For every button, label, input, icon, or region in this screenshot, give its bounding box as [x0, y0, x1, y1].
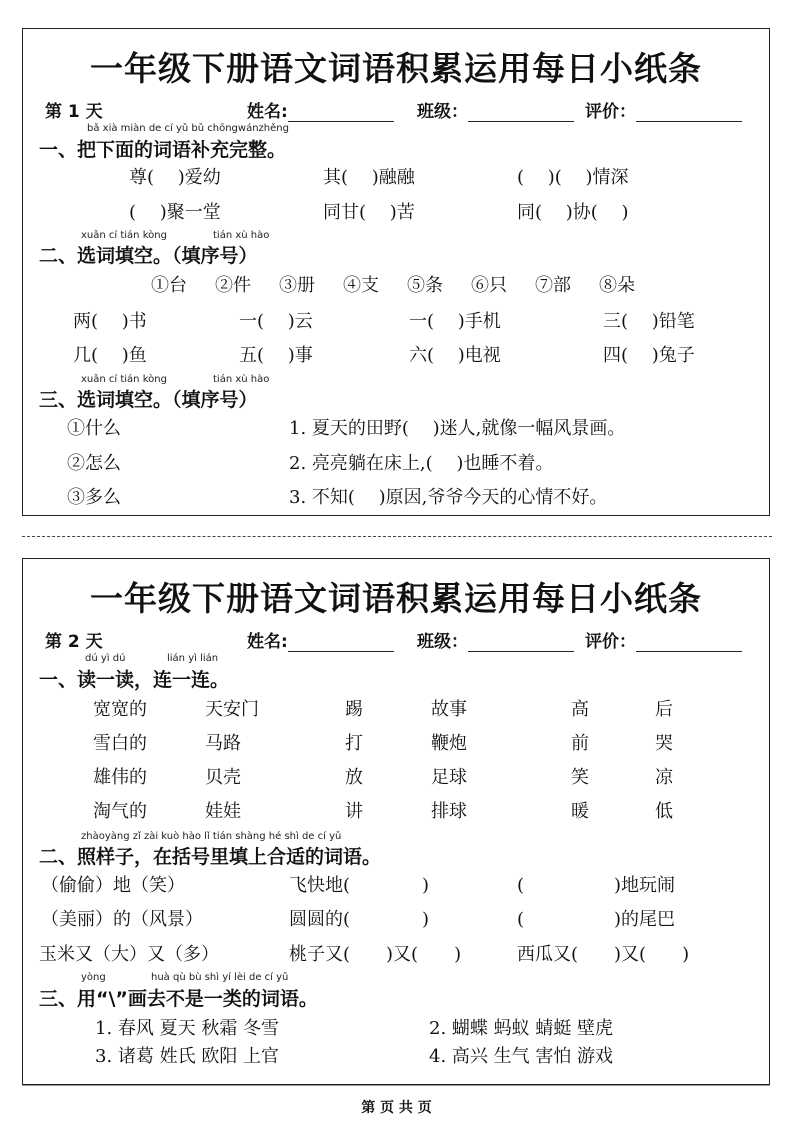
day2-card — [22, 558, 770, 1085]
match-word: 暖 — [571, 801, 589, 822]
sentence: 3. 不知( )原因,爷爷今天的心情不好。 — [289, 487, 608, 508]
class-blank[interactable] — [468, 633, 574, 652]
word-option: ①什么 — [67, 418, 121, 439]
section3-pinyin: yòng — [81, 972, 106, 983]
name-blank[interactable] — [288, 103, 394, 122]
word-group: 2. 蝴蝶 蚂蚁 蜻蜓 壁虎 — [429, 1018, 614, 1039]
option: ③册 — [279, 275, 315, 296]
fill-item: 圆圆的( ) — [289, 909, 430, 930]
match-word: 娃娃 — [205, 801, 241, 822]
word-group: 3. 诸葛 姓氏 欧阳 上官 — [95, 1046, 280, 1067]
page-footer: 第 页 共 页 — [361, 1100, 432, 1116]
word-option: ③多么 — [67, 487, 121, 508]
fill-item: 桃子又( )又( ) — [289, 944, 462, 965]
fill-item: ( )聚一堂 — [129, 202, 221, 223]
fill-item: 其( )融融 — [323, 167, 415, 188]
fill-item: 同( )协( ) — [517, 202, 629, 223]
match-word: 排球 — [431, 801, 467, 822]
fill-item: ( )( )情深 — [517, 167, 629, 188]
match-word: 放 — [345, 767, 363, 788]
eval-blank[interactable] — [636, 103, 742, 122]
word-option: ②怎么 — [67, 453, 121, 474]
match-word: 低 — [655, 801, 673, 822]
option: ⑦部 — [535, 275, 571, 296]
eval-label: 评价： — [585, 632, 636, 652]
match-word: 宽宽的 — [93, 699, 147, 720]
worksheet-title: 一年级下册语文词语积累运用每日小纸条 — [90, 49, 702, 88]
match-word: 天安门 — [205, 699, 259, 720]
eval-blank[interactable] — [636, 633, 742, 652]
fill-item: 尊( )爱幼 — [129, 167, 221, 188]
fill-item: 西瓜又( )又( ) — [517, 944, 690, 965]
match-word: 淘气的 — [93, 801, 147, 822]
match-word: 打 — [345, 733, 363, 754]
match-word: 高 — [571, 699, 589, 720]
class-label: 班级： — [417, 102, 468, 122]
match-word: 笑 — [571, 767, 589, 788]
name-blank[interactable] — [288, 633, 394, 652]
match-word: 马路 — [205, 733, 241, 754]
name-label: 姓名: — [247, 632, 288, 652]
measure-item: 六( )电视 — [409, 345, 501, 366]
example-item: （偷偷）地（笑） — [41, 875, 185, 896]
class-label: 班级： — [417, 632, 468, 652]
section2-title: 二、照样子，在括号里填上合适的词语。 — [39, 846, 382, 868]
match-word: 贝壳 — [205, 767, 241, 788]
bottom-rule — [22, 1085, 770, 1086]
match-word: 前 — [571, 733, 589, 754]
section3-title: 三、选词填空。（填序号） — [39, 389, 258, 411]
measure-item: 几( )鱼 — [73, 345, 147, 366]
match-word: 讲 — [345, 801, 363, 822]
eval-label: 评价： — [585, 102, 636, 122]
option: ④支 — [343, 275, 379, 296]
cut-line — [22, 536, 772, 537]
class-blank[interactable] — [468, 103, 574, 122]
match-word: 哭 — [655, 733, 673, 754]
fill-item: 飞快地( ) — [289, 875, 430, 896]
section2-pinyin: xuǎn cí tián kòng — [81, 230, 167, 241]
section3-pinyin-2: tián xù hào — [213, 374, 270, 385]
day1-card — [22, 28, 770, 516]
class-field — [417, 97, 574, 122]
day-label: 第 2 天 — [45, 632, 103, 652]
match-word: 雄伟的 — [93, 767, 147, 788]
word-group: 4. 高兴 生气 害怕 游戏 — [429, 1046, 614, 1067]
match-word: 凉 — [655, 767, 673, 788]
measure-item: 四( )兔子 — [603, 345, 695, 366]
measure-item: 一( )手机 — [409, 311, 501, 332]
measure-item: 五( )事 — [239, 345, 313, 366]
worksheet-title: 一年级下册语文词语积累运用每日小纸条 — [90, 579, 702, 618]
match-word: 雪白的 — [93, 733, 147, 754]
section1-pinyin: dú yì dú — [85, 653, 126, 664]
section1-title: 一、把下面的词语补充完整。 — [39, 139, 287, 161]
section2-title: 二、选词填空。（填序号） — [39, 245, 258, 267]
name-field — [247, 97, 394, 122]
word-group: 1. 春风 夏天 秋霜 冬雪 — [95, 1018, 280, 1039]
match-word: 足球 — [431, 767, 467, 788]
name-label: 姓名: — [247, 102, 288, 122]
class-field — [417, 627, 574, 652]
eval-field — [585, 627, 742, 652]
section1-pinyin: bǎ xià miàn de cí yǔ bǔ chōngwánzhěng — [87, 123, 289, 134]
example-item: 玉米又（大）又（多） — [39, 944, 219, 965]
match-word: 鞭炮 — [431, 733, 467, 754]
fill-item: ( )地玩闹 — [517, 875, 676, 896]
section3-pinyin-2: huà qù bù shì yí lèi de cí yǔ — [151, 972, 289, 983]
option: ⑥只 — [471, 275, 507, 296]
match-word: 后 — [655, 699, 673, 720]
name-field — [247, 627, 394, 652]
option: ①台 — [151, 275, 187, 296]
option: ⑤条 — [407, 275, 443, 296]
option: ⑧朵 — [599, 275, 635, 296]
measure-item: 两( )书 — [73, 311, 147, 332]
match-word: 故事 — [431, 699, 467, 720]
option: ②件 — [215, 275, 251, 296]
sentence: 2. 亮亮躺在床上,( )也睡不着。 — [289, 453, 554, 474]
section3-pinyin: xuǎn cí tián kòng — [81, 374, 167, 385]
match-word: 踢 — [345, 699, 363, 720]
section2-pinyin-2: tián xù hào — [213, 230, 270, 241]
section3-title: 三、用“\”画去不是一类的词语。 — [39, 988, 318, 1010]
section1-title: 一、读一读，连一连。 — [39, 669, 230, 691]
day-label: 第 1 天 — [45, 102, 103, 122]
eval-field — [585, 97, 742, 122]
sentence: 1. 夏天的田野( )迷人,就像一幅风景画。 — [289, 418, 626, 439]
measure-item: 一( )云 — [239, 311, 313, 332]
example-item: （美丽）的（风景） — [41, 909, 203, 930]
section2-pinyin: zhàoyàng zǐ zài kuò hào lǐ tián shàng hé shì de cí yǔ — [81, 831, 342, 842]
section1-pinyin-2: lián yì lián — [167, 653, 219, 664]
fill-item: 同甘( )苦 — [323, 202, 415, 223]
fill-item: ( )的尾巴 — [517, 909, 676, 930]
measure-item: 三( )铅笔 — [603, 311, 695, 332]
